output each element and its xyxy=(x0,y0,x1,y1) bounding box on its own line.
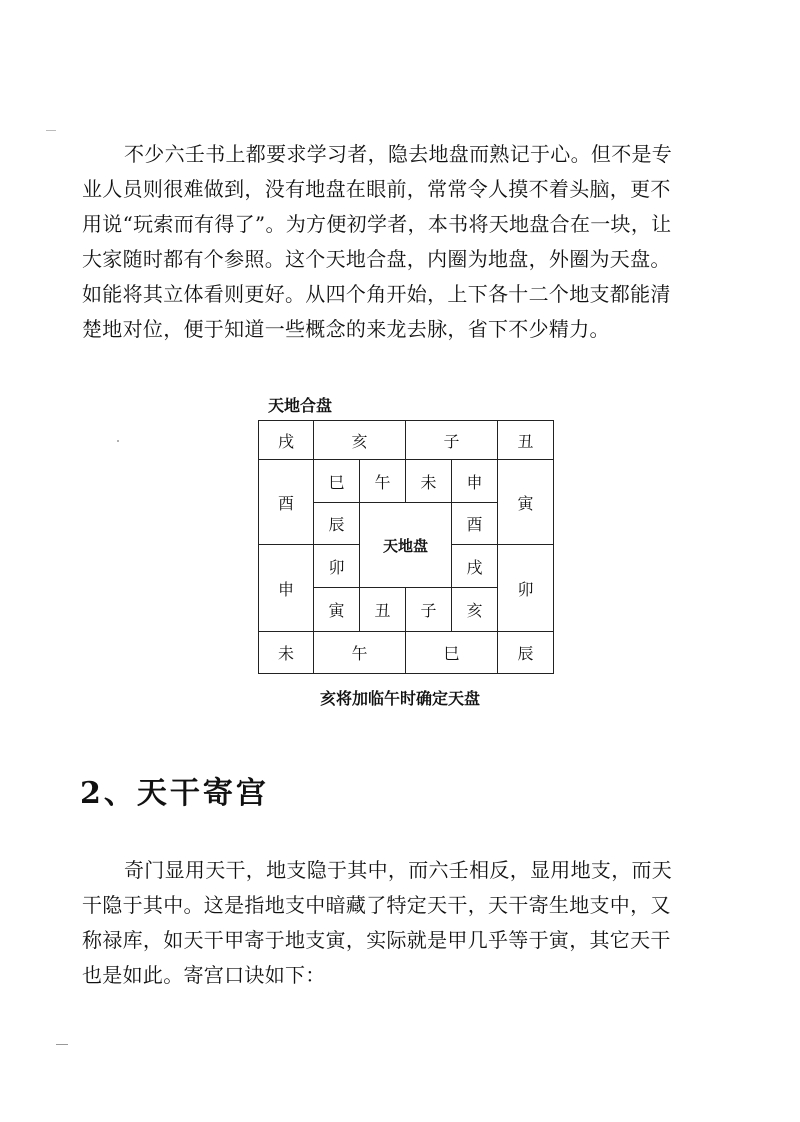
paragraph-line: 业人员则很难做到，没有地盘在眼前，常常令人摸不着头脑，更不 xyxy=(82,177,671,201)
outer-cell: 申 xyxy=(258,544,314,632)
center-label: 天地盘 xyxy=(359,502,452,588)
outer-cell: 巳 xyxy=(405,631,498,674)
outer-cell: 亥 xyxy=(313,420,406,460)
outer-cell: 卯 xyxy=(497,544,554,632)
scan-speck xyxy=(117,440,119,442)
outer-cell: 子 xyxy=(405,420,498,460)
inner-cell: 午 xyxy=(359,459,406,503)
outer-cell: 寅 xyxy=(497,459,554,545)
inner-cell: 寅 xyxy=(313,587,360,632)
outer-cell: 酉 xyxy=(258,459,314,545)
table-title: 天地合盘 xyxy=(268,396,333,415)
paragraph-line: 不少六壬书上都要求学习者，隐去地盘而熟记于心。但不是专 xyxy=(124,142,673,166)
table-caption: 亥将加临午时确定天盘 xyxy=(319,689,480,708)
outer-cell: 丑 xyxy=(497,420,554,460)
paragraph-line: 也是如此。寄宫口诀如下： xyxy=(82,963,326,987)
inner-cell: 酉 xyxy=(451,502,498,545)
outer-cell: 午 xyxy=(313,631,406,674)
page-mark xyxy=(46,130,56,131)
paragraph-line: 用说“玩索而有得了”。为方便初学者，本书将天地盘合在一块，让 xyxy=(82,212,672,236)
inner-cell: 亥 xyxy=(451,587,498,632)
paragraph-line: 奇门显用天干，地支隐于其中，而六壬相反，显用地支，而天 xyxy=(124,858,673,882)
paragraph-line: 如能将其立体看则更好。从四个角开始，上下各十二个地支都能清 xyxy=(82,282,671,306)
section-paragraph xyxy=(82,853,730,993)
inner-cell: 子 xyxy=(405,587,452,632)
page-mark xyxy=(56,1044,68,1045)
inner-cell: 戌 xyxy=(451,544,498,588)
paragraph-line: 干隐于其中。这是指地支中暗藏了特定天干，天干寄生地支中，又 xyxy=(82,893,671,917)
inner-cell: 未 xyxy=(405,459,452,503)
inner-cell: 申 xyxy=(451,459,498,503)
outer-cell: 未 xyxy=(258,631,314,674)
paragraph-line: 称禄库，如天干甲寄于地支寅，实际就是甲几乎等于寅，其它天干 xyxy=(82,928,671,952)
outer-cell: 辰 xyxy=(497,631,554,674)
section-heading: 2、天干寄宫 xyxy=(80,776,269,811)
heaven-earth-chart xyxy=(258,420,554,674)
inner-cell: 巳 xyxy=(313,459,360,503)
paragraph-line: 楚地对位，便于知道一些概念的来龙去脉，省下不少精力。 xyxy=(82,317,610,341)
inner-cell: 辰 xyxy=(313,502,360,545)
intro-paragraph xyxy=(82,137,730,347)
outer-cell: 戌 xyxy=(258,420,314,460)
inner-cell: 卯 xyxy=(313,544,360,588)
paragraph-line: 大家随时都有个参照。这个天地合盘，内圈为地盘，外圈为天盘。 xyxy=(82,247,671,271)
inner-cell: 丑 xyxy=(359,587,406,632)
